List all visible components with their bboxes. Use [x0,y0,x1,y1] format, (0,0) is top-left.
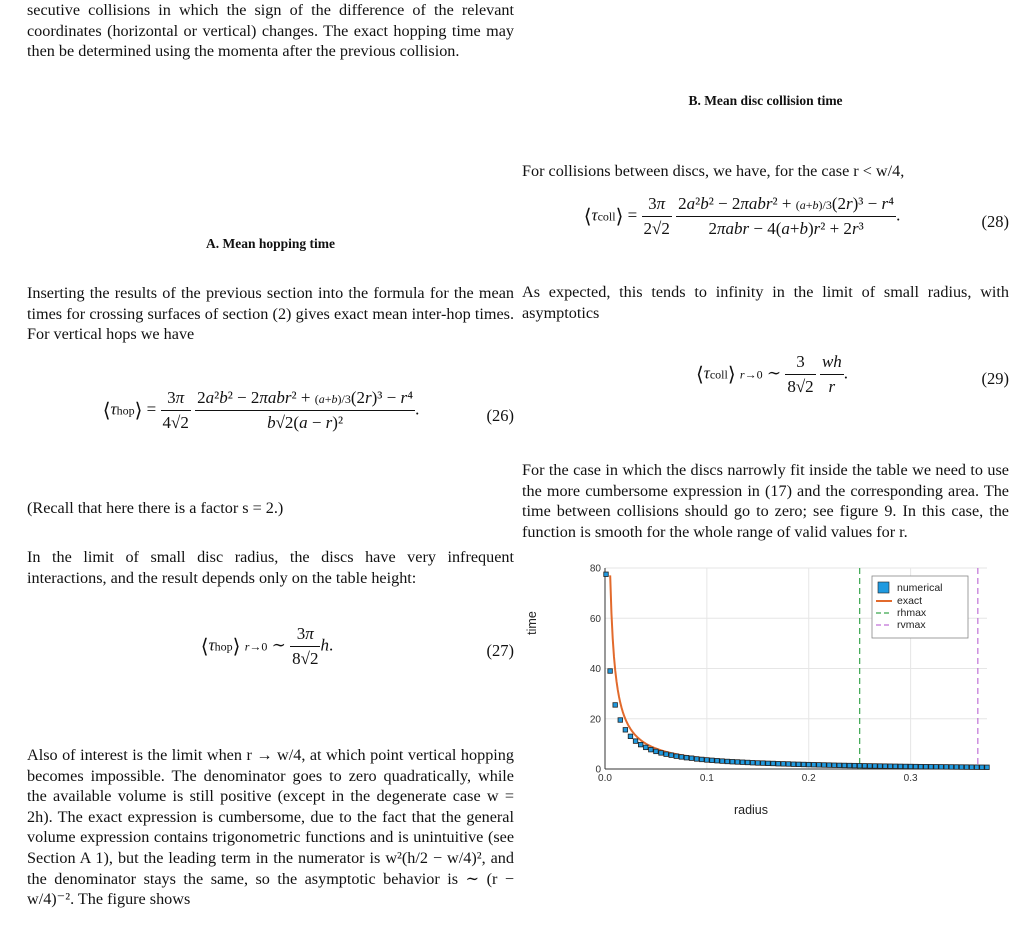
paragraph-a1: Inserting the results of the previous section into the formula for the mean times for crossing surfaces of section (2) gives exact mean inter-hop times. For vertical hops we have [27,284,514,344]
numerical-point [873,764,878,769]
numerical-point [750,760,755,765]
numerical-point [735,760,740,765]
numerical-point [801,762,806,767]
numerical-point [715,758,720,763]
numerical-point [913,764,918,769]
numerical-point [776,761,781,766]
numerical-point [842,763,847,768]
numerical-point [649,747,654,752]
legend-numerical-swatch [878,582,889,593]
numerical-point [643,745,648,750]
numerical-point [766,761,771,766]
numerical-point [939,765,944,770]
numerical-point [613,703,618,708]
numerical-point [638,742,643,747]
numerical-point [771,761,776,766]
paragraph-a4: Also of interest is the limit when r → w/4, at which point vertical hopping becomes impossible. The denominator goes to zero quadratically, while the available volume is still positive (except in the degenerate case w = 2h). The exact expression is cumbersome, due to the fact that the general volume expression contains trigonometric functions and is unintuitive (see Section A 1), but the leading term in the numerator is w²(h/2 − w/4)², and the denominator stays the same, so the asymptotic behavior is ∼ (r − w/4)⁻². The figure shows [27,746,514,909]
equation-27: ⟨τhop⟩ r→0 ∼ $\frac{3\pi}{8√2}$ h. (27) [200,624,514,668]
figure-9-chart [522,556,1002,818]
numerical-point [684,755,689,760]
numerical-point [964,765,969,770]
x-axis-label: radius [733,803,769,817]
numerical-point [664,752,669,757]
numerical-point [863,764,868,769]
section-b-heading: B. Mean disc collision time [688,93,843,108]
numerical-point [812,762,817,767]
numerical-point [969,765,974,770]
numerical-point [694,757,699,762]
numerical-point [975,765,980,770]
numerical-point [730,759,735,764]
numerical-point [893,764,898,769]
numerical-point [669,753,674,758]
paragraph-a3: In the limit of small disc radius, the discs have very infrequent interactions, and the result depends only on the table height: [27,548,514,587]
numerical-point [796,762,801,767]
section-a-heading: A. Mean hopping time [205,236,335,251]
legend-rhmax: rhmax [897,607,927,619]
numerical-point [827,763,832,768]
numerical-point [944,765,949,770]
numerical-point [740,760,745,765]
numerical-point [791,762,796,767]
numerical-point [868,764,873,769]
numerical-point [700,757,705,762]
numerical-point [633,739,638,744]
numerical-point [745,760,750,765]
numerical-point [878,764,883,769]
numerical-point [908,764,913,769]
numerical-point [919,764,924,769]
numerical-point [817,763,822,768]
numerical-point [954,765,959,770]
equation-28-number: (28) [981,212,1009,231]
numerical-point [857,763,862,768]
y-axis-label: time [525,611,539,635]
numerical-point [903,764,908,769]
y-tick-label: 80 [589,563,601,575]
numerical-point [847,763,852,768]
equation-27-number: (27) [486,641,514,660]
y-tick-label: 0 [595,764,601,776]
numerical-point [898,764,903,769]
numerical-point [654,749,659,754]
equation-29: ⟨τcoll⟩ r→0 ∼ $\frac{3}{8√2}$ $\frac{wh}{r}$ . (29) [695,352,1009,396]
numerical-point [623,728,628,733]
paragraph-a2: (Recall that here there is a factor s = 2.) [27,499,284,517]
numerical-point [761,761,766,766]
numerical-point [980,765,985,770]
numerical-point [674,754,679,759]
numerical-point [618,718,623,723]
numerical-point [720,759,725,764]
x-tick-label: 0.2 [801,773,816,784]
numerical-point [949,765,954,770]
y-tick-label: 60 [589,613,601,625]
equation-26-number: (26) [486,406,514,425]
legend-exact: exact [897,595,923,607]
numerical-point [852,763,857,768]
equation-29-number: (29) [981,369,1009,388]
numerical-point [888,764,893,769]
numerical-point [679,755,684,760]
numerical-point [837,763,842,768]
numerical-point [929,764,934,769]
x-tick-label: 0.0 [598,773,612,784]
paragraph-b1: For collisions between discs, we have, for the case r < w/4, [522,162,905,180]
numerical-point [806,762,811,767]
numerical-point [786,762,791,767]
numerical-point [608,669,613,674]
paragraph-b3: For the case in which the discs narrowly fit inside the table we need to use the more cumbersome expression in (17) and the corresponding area. The time between collisions should go to zero; see figure 9. In this case, the function is smooth for the whole range of valid values for r. [522,461,1009,541]
equation-28: ⟨τcoll⟩ = $\frac{3\pi}{2√2}$ $\frac{\text{2a²b² − 2πabr² + (a+b)/3(2r)³ − r⁴}}{\text{2πabr − 4(a+b)r² + 2r³}}$ . (28) [583,194,1009,238]
x-tick-label: 0.1 [699,773,714,784]
numerical-point [985,765,990,770]
numerical-point [725,759,730,764]
numerical-point [924,764,929,769]
legend-rvmax: rvmax [897,619,926,631]
chart-legend [872,576,968,638]
numerical-point [832,763,837,768]
y-tick-label: 40 [589,664,601,675]
numerical-point [756,761,761,766]
paragraph-b2: As expected, this tends to infinity in the limit of small radius, with asymptotics [522,283,1009,322]
x-tick-label: 0.3 [903,773,918,784]
numerical-point [604,572,609,577]
numerical-point [781,762,786,767]
equation-26: ⟨τhop⟩ = $\frac{3\pi}{4√2}$ $\frac{\text{2a²b² − 2πabr² + (a+b)/3(2r)³ − r⁴}}{\text{b√2(a − r)²}}$ . (26) [102,388,514,432]
numerical-point [628,734,633,739]
numerical-point [705,758,710,763]
intro-paragraph: secutive collisions in which the sign of the difference of the relevant coordinates (horizontal or vertical) changes. The exact hopping time may then be determined using the momenta after the previous collision. [27,1,514,61]
numerical-point [710,758,715,763]
numerical-point [822,763,827,768]
numerical-point [689,756,694,761]
numerical-point [959,765,964,770]
legend-numerical: numerical [897,582,943,594]
numerical-point [659,751,664,756]
numerical-point [934,765,939,770]
numerical-point [883,764,888,769]
y-tick-label: 20 [589,714,601,726]
